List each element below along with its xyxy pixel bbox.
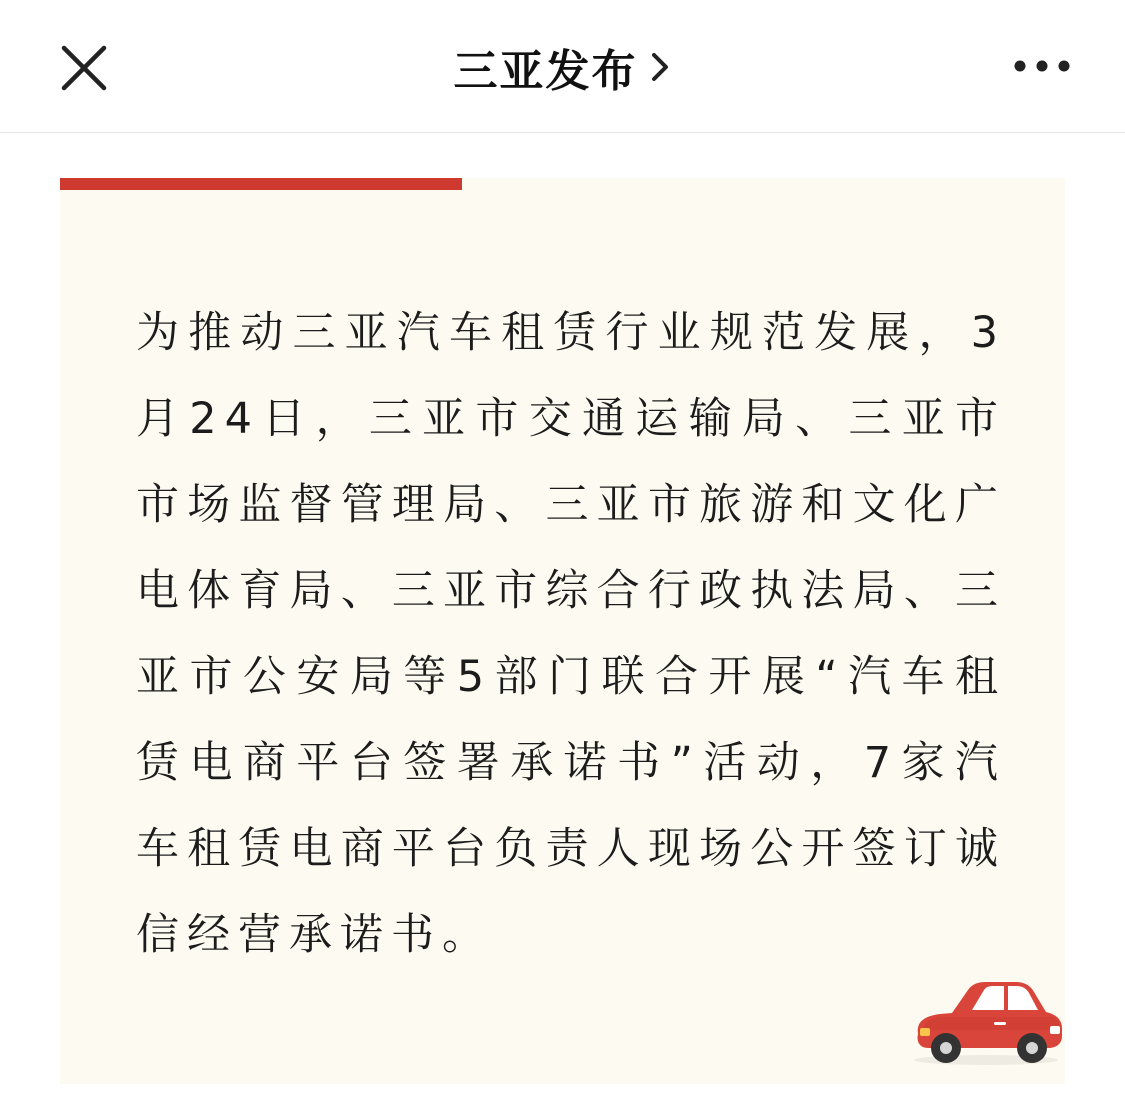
- chevron-right-icon: [648, 47, 672, 87]
- more-options-button[interactable]: [1006, 44, 1078, 88]
- top-navigation-bar: [0, 0, 1125, 133]
- car-icon: [904, 972, 1068, 1068]
- article-paragraph: 为推动三亚汽车租赁行业规范发展，3月24日，三亚市交通运输局、三亚市市场监督管理局、三亚市旅游和文化广电体育局、三亚市综合行政执法局、三亚市公安局等5部门联合开展“汽车租赁电商平台签署承诺书”活动，7家汽车租赁电商平台负责人现场公开签订诚信经营承诺书。: [136, 308, 1006, 960]
- page-title: 三亚发布: [453, 46, 638, 97]
- account-title-link[interactable]: [0, 36, 1125, 98]
- card-accent-bar: [60, 178, 462, 190]
- article-card: [60, 178, 1065, 1084]
- more-dots-icon: [1006, 44, 1078, 88]
